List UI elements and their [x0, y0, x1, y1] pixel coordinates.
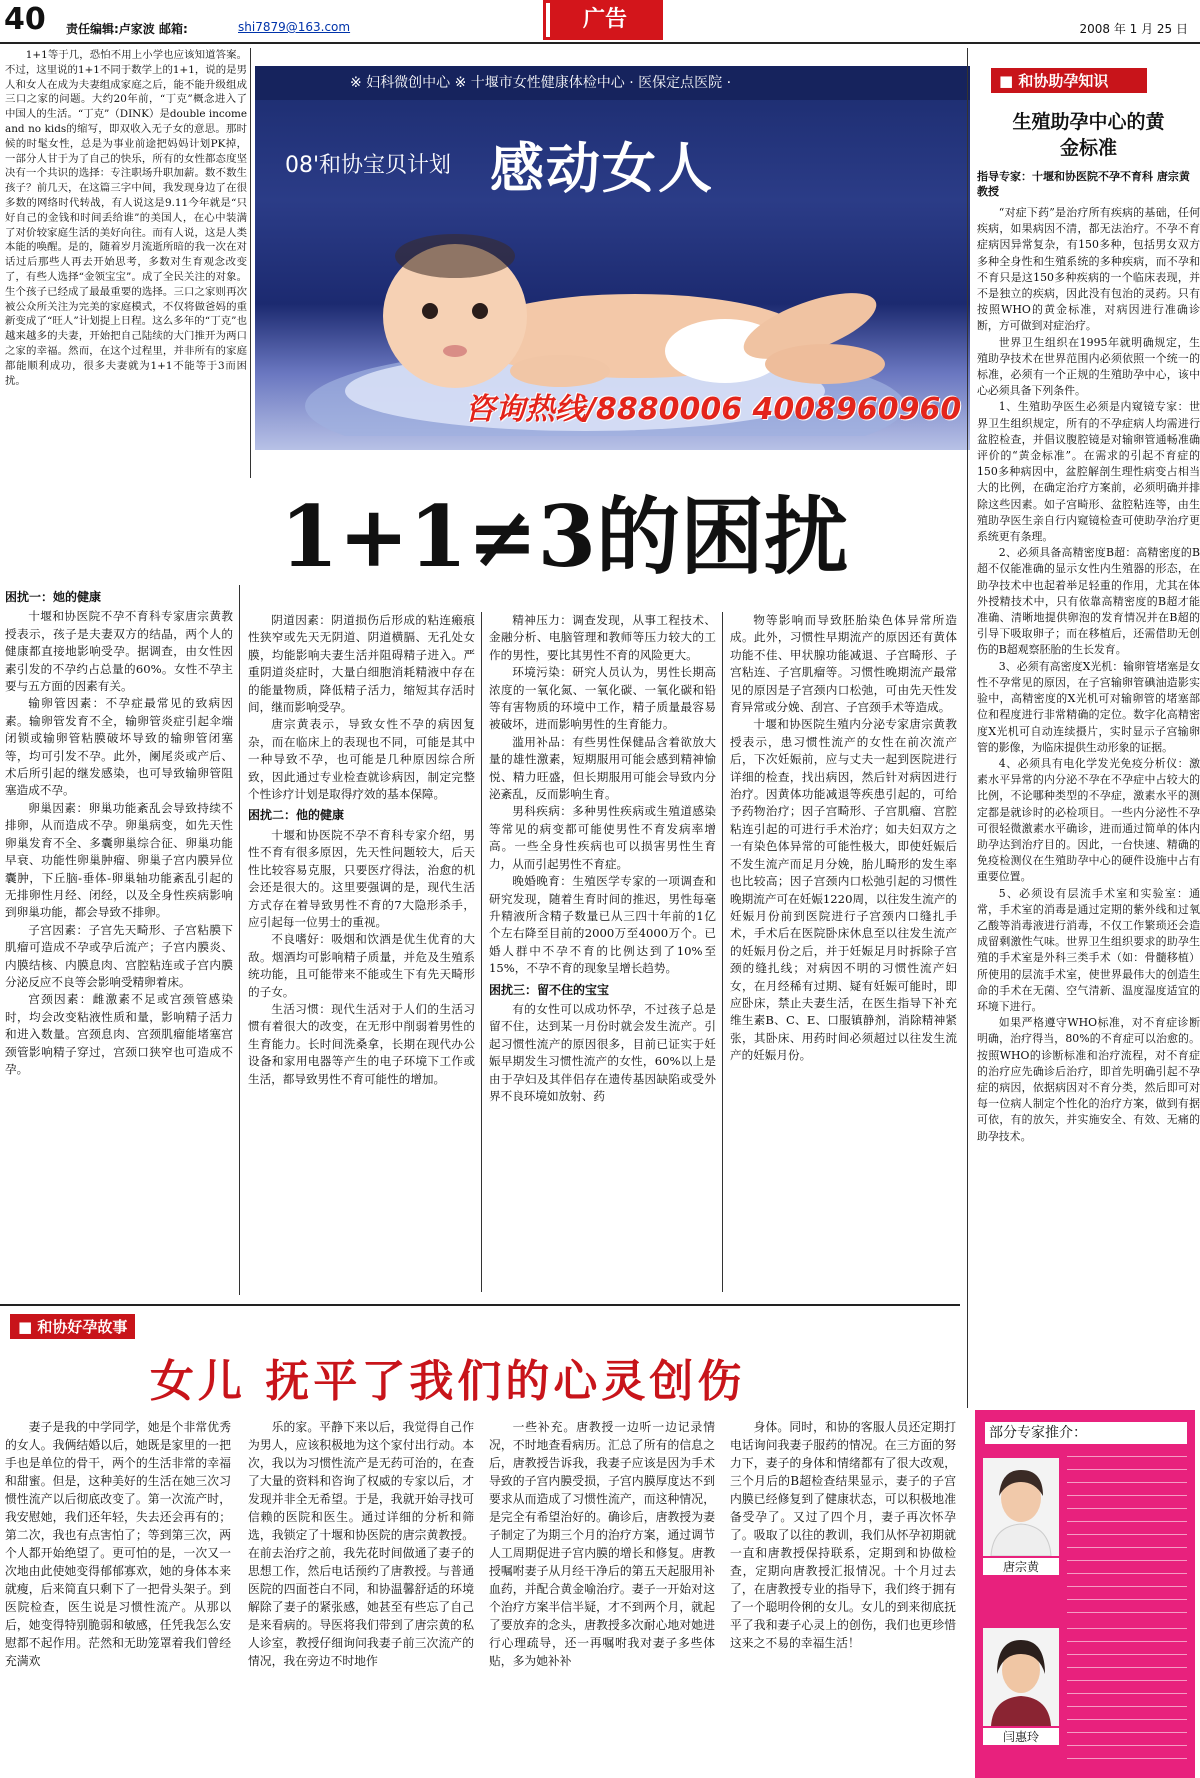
- sidebar-divider: [967, 48, 968, 1408]
- paragraph: 唐宗黄表示，导致女性不孕的病因复杂，而在临床上的表现也不同，可能是其中一种导致不孕，也可能是几种原因综合所致，因此通过专业检查就诊病因，制定完整个性诊疗计划是取得疗效的基本保障。: [248, 717, 475, 802]
- paragraph: 卵巢因素：卵巢功能紊乱会导致持续不排卵，从而造成不孕。卵巢病变，如先天性卵巢发育不全、多囊卵巢综合征、卵巢功能早衰、功能性卵巢肿瘤、卵巢子宫内膜异位囊肿，下丘脑-垂体-卵巢轴功能紊乱引起的无排卵性月经、闭经，以及全身性疾病影响到卵巢功能，都会导致不排卵。: [5, 800, 233, 920]
- ad-slogan: 感动女人: [490, 137, 714, 200]
- page-number: 40: [4, 2, 46, 37]
- expert-name: 闫惠玲: [983, 1728, 1059, 1745]
- experts-box: [975, 1410, 1195, 1778]
- sidebar-section-bar: ■ 和协助孕知识: [991, 68, 1147, 93]
- expert-name: 唐宗黄: [983, 1558, 1059, 1575]
- section-heading-his-health: 困扰二：他的健康: [248, 808, 345, 823]
- ad-plan-name: 08'和协宝贝计划: [285, 153, 452, 178]
- body-column-4: [730, 612, 957, 1302]
- advertisement-banner: [255, 66, 970, 450]
- paragraph: 精神压力：调查发现，从事工程技术、金融分析、电脑管理和教师等压力较大的工作的男性，要比其男性不育的风险更大。: [489, 613, 716, 662]
- paragraph: 一些补充。唐教授一边听一边记录情况，不时地查看病历。汇总了所有的信息之后，唐教授告诉我，我妻子应该是因为手术导致的子宫内膜受损，子宫内膜厚度达不到要求从而造成了习惯性流产，而这种情况，是完全有希望治好的。确诊后，唐教授为妻子制定了为期三个月的治疗方案，通过调节人工周期促进子宫内膜的增长和修复。唐教授嘱咐妻子从月经干净后的第五天起服用补血药，并配合黄金喻治疗。妻子一开始对这个治疗方案半信半疑，才不到两个月，就起了要放弃的念头，唐教授多次耐心地对她进行心理疏导，还一再嘱咐我对妻子多些体贴，多为她补补: [489, 1420, 715, 1668]
- expert-bio-lines: [1067, 1456, 1187, 1621]
- story-column-3: [489, 1418, 715, 1773]
- paragraph: 滥用补品：有些男性保健品含着欲放大量的雄性激素，短期服用可能会感到精神愉悦、精力旺盛，但长期服用可能会导致内分泌紊乱，反而影响生育。: [489, 734, 716, 802]
- paragraph: 1、生殖助孕医生必须是内窥镜专家：世界卫生组织规定，所有的不孕症病人均需进行盆腔检查，并倡议腹腔镜是对输卵管通畅准确评价的“黄金标准”。在需求的引起不育症的150多种病因中，盆腔解剖生理性病变占相当大的比例，在确定治疗方案前，必须明确并排除这些因素。如子宫畸形、盆腔粘连等，由生殖助孕医生亲自行内窥镜检查可使助孕治疗更系统更有条理。: [977, 400, 1200, 544]
- story-column-1: [5, 1418, 231, 1773]
- body-column-1: [5, 585, 233, 1300]
- paragraph: 身体。同时，和协的客服人员还定期打电话询问我妻子服药的情况。在三方面的努力下，妻子的身体和情绪都有了很大改观，三个月后的B超检查结果显示，妻子的子宫内膜已经修复到了健康状态，可以积极地准备受孕了。又过了四个月，妻子再次怀孕了。吸取了以往的教训，我们从怀孕初期就一直和唐教授保持联系，定期到和协做检查，定期向唐教授汇报情况。十个月过去了，在唐教授专业的指导下，我们终于拥有了一个聪明伶俐的女儿。女儿的到来彻底抚平了我和妻子心灵上的创伤，我们也更珍惜这来之不易的幸福生活！: [730, 1420, 956, 1650]
- paragraph: 晚婚晚育：生殖医学专家的一项调查和研究发现，随着生育时间的推迟，男性每毫升精液所含精子数量已从三四十年前的1亿个左右降至目前的2000万至4000万个。已婚人群中不孕不育的比例达到了10%至15%，不孕不育的现象呈增长趋势。: [489, 874, 716, 976]
- section-heading-lost-baby: 困扰三：留不住的宝宝: [489, 982, 610, 997]
- paragraph: 子宫因素：子宫先天畸形、子宫粘膜下肌瘤可造成不孕或孕后流产；子宫内膜炎、内膜结核、内膜息肉、宫腔粘连或子宫内膜分泌反应不良等会影响受精卵着床。: [5, 922, 233, 989]
- paragraph: 世界卫生组织在1995年就明确规定，生殖助孕技术在世界范围内必须依照一个统一的标准，必须有一个正规的生殖助孕中心，该中心必须具备下列条件。: [977, 335, 1200, 398]
- paragraph: 十堰和协医院生殖内分泌专家唐宗黄教授表示，患习惯性流产的女性在前次流产后，下次妊娠前，应与丈夫一起到医院进行详细的检查，找出病因，然后针对病因进行治疗。因黄体功能减退等疾患引起的，可给予药物治疗；因子宫畸形、子宫肌瘤、宫腔粘连引起的可进行手术治疗；如夫妇双方之一有染色体异常的可能性极大，即使妊娠后不发生流产而足月分娩，胎儿畸形的发生率也比较高；因子宫颈内口松弛引起的习惯性晚期流产可在妊娠1220周，以往发生流产的妊娠月份前到医院进行子宫颈内口缝扎手术，手术后在医院卧床休息至以往发生流产的妊娠月份之后，并于妊娠足月时拆除子宫颈的缝扎线；对病因不明的习惯性流产妇女，在月经稀有过期、疑有妊娠可能时，即应卧床，禁止夫妻生活，在医生指导下补充维生素B、C、E、口服镇静剂，消除精神紧张，其卧床、用药时间必须超过以往发生流产的妊娠月份。: [730, 717, 957, 1063]
- section-heading-her-health: 困扰一：她的健康: [5, 590, 102, 604]
- paragraph: 男科疾病：多种男性疾病或生殖道感染等常见的病变都可能使男性不育发病率增高。一些全身性疾病也可以损害男性生育力，从而引起男性不育症。: [489, 804, 716, 871]
- sidebar-body: [977, 205, 1200, 1345]
- header-rule: [0, 42, 1200, 44]
- main-headline: 1+1≠3的困扰: [280, 487, 849, 586]
- paragraph: 妻子是我的中学同学，她是个非常优秀的女人。我俩结婚以后，她既是家里的一把手也是单位的骨干，两个的生活非常的幸福和甜蜜。但是，这种美好的生活在她三次习惯性流产以后彻底改变了。第一次流产时，我安慰她，我们还年轻，失去还会再有的；第二次，我也有点害怕了；等到第三次，两个人都开始绝望了。更可怕的是，一次又一次地由此使她变得郁郁寡欢，她的身体本来就瘦，后来简直只剩下了一把骨头架子。到医院检查，医生说是习惯性流产。从那以后，她变得特别脆弱和敏感，任凭我怎么安慰都不起作用。茫然和无助笼罩着我们曾经充满欢: [5, 1420, 231, 1668]
- experts-label: 部分专家推介：: [985, 1422, 1187, 1444]
- sidebar-expert-credit: 指导专家：十堰和协医院不孕不育科 唐宗黄教授: [977, 170, 1190, 198]
- intro-column: [5, 48, 247, 488]
- paragraph: 乐的家。平静下来以后，我觉得自己作为男人，应该积极地为这个家付出行动。本次，我以为习惯性流产是无药可治的，在查了大量的资料和咨询了权威的专家以后，才发现并非全无希望。于是，我就开始寻找可信赖的医院和医生。通过详细的分析和筛选，我锁定了十堰和协医院的唐宗黄教授。在前去治疗之前，我先花时间做通了妻子的思想工作，然后电话预约了唐教授。与普通医院的四面苍白不同，和协温馨舒适的环境解除了妻子的紧张感，她甚至有些忘了自己是来看病的。导医将我们带到了唐宗黄的私人诊室，教授仔细询问我妻子前三次流产的情况，我在旁边不时地作: [248, 1420, 474, 1668]
- paragraph: 有的女性可以成功怀孕，不过孩子总是留不住，达到某一月份时就会发生流产。引起习惯性流产的原因很多，目前已证实于妊娠早期发生习惯性流产的女性，60%以上是由于孕妇及其伴侣存在遗传基因缺陷或受外界不良环境如放射、药: [489, 1001, 716, 1103]
- intro-text: 1+1等于几，恐怕不用上小学也应该知道答案。不过，这里说的1+1不同于数学上的1+1，说的是男人和女人在成为夫妻组成家庭之后，能不能升级组成三口之家的问题。大约20年前，“丁克”概念进入了中国人的生活。“丁克”（DINK）是double income and no kids的缩写，即双收入无子女的意思。那时候的时髦女性，总是为事业前途把妈妈计划PK掉，一部分人甘于为了自己的快乐，所有的女性都态度坚决有一个共识的选择：专注职场升职加薪。数不数生孩子？前几天，在这篇三字中间，我发现身边了在很多数的网络时代转战，有人说这是9.11今年就是“只好自己的金钱和时间丢给谁”的美国人，在心中装满了对价较家庭生活的美好向往。而有人说，这是人类本能的唤醒。是的，随着岁月流逝所暗的我一次在对话过后那些人再去开始思考，多数对生育观念改变了，有些人选择“金领宝宝”。成了全民关注的对象。生个孩子已经成了最最重要的选择。三口之家则再次被公众所关注为完美的家庭模式，不仅将做爸妈的重新变成了“旺人”计划提上日程。这么多年的“丁克”也越来越多的夫妻，开始把自己陆续的大门推开为两口之家的幸福。然而，在这个过程里，并非所有的家庭都能顺利成功，很多夫妻就为1+1不能等于3而困扰。: [5, 49, 247, 387]
- issue-date: 2008 年 1 月 25 日: [1079, 22, 1188, 36]
- paragraph: 生活习惯：现代生活对于人们的生活习惯有着很大的改变，在无形中削弱着男性的生育能力。长时间洗桑拿，长期在现代办公设备和家用电器等产生的电子环境下工作或生活，都导致男性不育可能性的增加。: [248, 1001, 475, 1086]
- column-divider: [239, 585, 240, 1295]
- paragraph: 十堰和协医院不孕不育科专家唐宗黄教授表示，孩子是夫妻双方的结晶，两个人的健康都直接地影响受孕。据调查，由女性因素引发的不孕约占总量的60%。女性不孕主要与五方面的因素有关。: [5, 609, 233, 694]
- paragraph: 3、必须有高密度X光机：输卵管堵塞是女性不孕常见的原因，在子宫输卵管碘油造影实验中，高精密度的X光机可对输卵管的堵塞部位和程度进行非常精确的定位。数字化高精密度X光机可自动连续摄片，实时显示子宫输卵管的影像，为临床提供生动形象的证据。: [977, 659, 1200, 754]
- paragraph: 宫颈因素：雌激素不足或宫颈管感染时，均会改变粘液性质和量，影响精子活力和进入数量。宫颈息肉、宫颈肌瘤能堵塞宫颈管影响精子穿过，宫颈口狭窄也可造成不孕。: [5, 992, 233, 1076]
- body-column-2: [248, 612, 475, 1302]
- sidebar-knowledge: [977, 68, 1200, 1345]
- paragraph: 十堰和协医院不孕不育科专家介绍，男性不育有很多原因，先天性问题较大，后天性比较容易克服，只要医疗得法，治愈的机会还是很大的。这里要强调的是，现代生活方式存在着导致男性不育的7大隐形杀手，应引起每一位男士的重视。: [248, 827, 475, 929]
- paragraph: 4、必须具有电化学发光免疫分析仪：激素水平异常的内分泌不孕在不孕症中占较大的比例，不论哪种类型的不孕症，激素水平的测定都是就诊时的必检项目。一些内分泌性不孕可很轻微激素水平确诊，进而通过简单的体内助孕达到治疗目的。因此，一台快速、精确的免疫检测仪在生殖助孕中心的硬件设施中占有重要位置。: [977, 756, 1200, 884]
- portrait-icon: [983, 1628, 1059, 1726]
- story-section-bar: ■ 和协好孕故事: [10, 1314, 135, 1339]
- paragraph: 不良嗜好：吸烟和饮酒是优生优育的大敌。烟酒均可影响精子质量，并危及生殖系统功能，且可能带来不能或生下有先天畸形的子女。: [248, 932, 475, 999]
- editor-email[interactable]: shi7879@163.com: [238, 20, 351, 34]
- story-column-2: [248, 1418, 474, 1773]
- section-tag: 广告: [546, 3, 660, 37]
- column-divider: [481, 612, 482, 1292]
- ad-hotline: 咨询热线/8880006 4008960960: [465, 392, 962, 427]
- column-divider: [250, 48, 251, 478]
- expert-bio-lines: [1067, 1628, 1187, 1768]
- column-divider: [722, 612, 723, 1292]
- story-rule: [0, 1304, 960, 1306]
- story-title: 女儿 抚平了我们的心灵创伤: [150, 1356, 746, 1407]
- paragraph: 2、必须具备高精密度B超：高精密度的B超不仅能准确的显示女性内生殖器的形态，在助孕技术中也起着举足轻重的作用，尤其在体外授精技术中，只有依靠高精密度的B超才能准确、清晰地提供卵泡的发育情况并在B超的引导下吸取卵子；而在移植后，还需借助无创伤的B超观察胚胎的生长发育。: [977, 546, 1200, 657]
- paragraph: 5、必须设有层流手术室和实验室：通常，手术室的消毒是通过定期的紫外线和过氧乙酸等消毒液进行消毒，不仅工作繁琐还会造成留剩激性气味。世界卫生组织要求的助孕生殖的手术室是外科三类手术（如：骨髓移植）所使用的层流手术室，使世界最伟大的创造生命的手术在无菌、空气清新、温度湿度适宜的环境下进行。: [977, 886, 1200, 1013]
- body-column-3: [489, 612, 716, 1302]
- paragraph: 物等影响而导致胚胎染色体异常所造成。此外，习惯性早期流产的原因还有黄体功能不佳、甲状腺功能减退、子宫畸形、子宫粘连、子宫肌瘤等。习惯性晚期流产最常见的原因是子宫颈内口松弛，可由先天性发育异常或分娩、刮宫、子宫颈手术等造成。: [730, 613, 957, 715]
- editor-credit: 责任编辑:卢家波 邮箱:: [66, 22, 188, 36]
- story-column-4: [730, 1418, 956, 1773]
- paragraph: 环境污染：研究人员认为，男性长期高浓度的一氧化氮、一氧化碳、一氧化碳和铅等有害物质的环境中工作，精子质量最容易被破坏，进而影响男性的生育能力。: [489, 665, 716, 732]
- paragraph: 输卵管因素：不孕症最常见的致病因素。输卵管发育不全，输卵管炎症引起伞端闭锁或输卵管粘膜破坏导致的输卵管闭塞等，均可引发不孕。此外，阑尾炎或产后、术后所引起的继发感染，也可导致输卵管阻塞造成不孕。: [5, 696, 233, 798]
- expert-photo: [983, 1628, 1059, 1726]
- sidebar-title: 生殖助孕中心的黄金标准: [1012, 111, 1165, 159]
- expert-photo: [983, 1458, 1059, 1556]
- paragraph: 阴道因素：阴道损伤后形成的粘连瘢痕性狭窄或先天无阴道、阴道横膈、无孔处女膜，均能影响夫妻生活并阻碍精子进入。严重阴道炎症时，大量白细胞消耗精液中存在的能量物质，降低精子活力，缩短其存活时间，继而影响受孕。: [248, 613, 475, 715]
- ad-department-strip: ※ 妇科微创中心 ※ 十堰市女性健康体检中心 · 医保定点医院 ·: [255, 66, 970, 100]
- portrait-icon: [983, 1458, 1059, 1556]
- paragraph: 如果严格遵守WHO标准，对不育症诊断明确，治疗得当，80%的不育症可以治愈的。按照WHO的诊断标准和治疗流程，对不育症的治疗应先确诊后治疗，即首先明确引起不孕症的病因，依据病因对不育分类，然后即可对每一位病人制定个性化的治疗方案，做到有据可依，有的放矢，并实施安全、有效、无痛的助孕技术。: [977, 1016, 1200, 1143]
- paragraph: “对症下药”是治疗所有疾病的基础，任何疾病，如果病因不清，都无法治疗。不孕不育症病因异常复杂，有150多种，包括男女双方多种全身性和生殖系统的多种疾病，而不孕和不育只是这150多种疾病的一个临床表现，并不是独立的疾病，因此没有包治的灵药。只有按照WHO的黄金标准，对病因进行准确诊断，方可做到对症治疗。: [977, 206, 1200, 333]
